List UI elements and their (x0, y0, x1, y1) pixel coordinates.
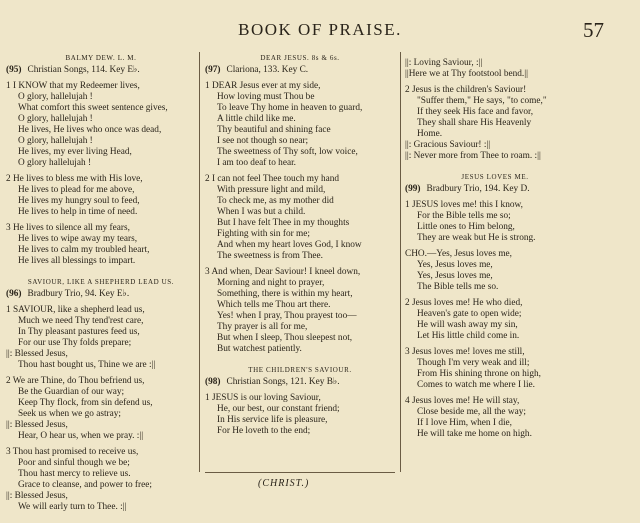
verse-line: He lives, my ever living Head, (18, 147, 132, 157)
verse-line: Which tells me Thou art there. (217, 300, 331, 310)
hymn-title: SAVIOUR, LIKE A SHEPHERD LEAD US. (27, 278, 175, 286)
verse-line: ||: Loving Saviour, :|| (405, 58, 483, 68)
hymn-header (205, 377, 395, 388)
verse-line: What comfort this sweet sentence gives, (18, 103, 168, 113)
verse-line: Thou hast bought us, Thine we are :|| (18, 360, 156, 370)
hymn-header (6, 65, 196, 76)
verse-line: How loving must Thou be (217, 92, 315, 102)
verse-line: 3 Jesus loves me! loves me still, (405, 347, 525, 357)
verse-line: Something, there is within my heart, (217, 289, 353, 299)
verse (405, 396, 585, 440)
verse-line: From His shining throne on high, (417, 369, 541, 379)
verse-line: O glory, hallelujah ! (18, 136, 93, 146)
hymn (405, 58, 585, 162)
verse (205, 393, 395, 437)
verse (405, 200, 585, 244)
column-divider (400, 52, 401, 472)
verse-line: 1 I KNOW that my Redeemer lives, (6, 81, 140, 91)
verse-line: To check me, as my mother did (217, 196, 334, 206)
verse-line: For our use Thy folds prepare; (18, 338, 132, 348)
hymn-title: DEAR JESUS. 8s & 6s. (260, 54, 340, 62)
verse (6, 81, 196, 169)
verse-line: And when my heart loves God, I know (217, 240, 362, 250)
verse-line: They are weak but He is strong. (417, 233, 536, 243)
hymn-header (6, 289, 196, 300)
verse-line: 3 Thou hast promised to receive us, (6, 447, 139, 457)
verse-line: Close beside me, all the way; (417, 407, 526, 417)
footer-divider (205, 472, 395, 473)
verse-line: Little ones to Him belong, (417, 222, 515, 232)
verse-line: He lives to wipe away my tears, (18, 234, 138, 244)
verse-line: In Thy pleasant pastures feed us, (18, 327, 140, 337)
verse-line: 1 SAVIOUR, like a shepherd lead us, (6, 305, 145, 315)
verse-line: They shall share His Heavenly (417, 118, 532, 128)
verse-line: When I was but a child. (217, 207, 306, 217)
verse-line: ||: Blessed Jesus, (6, 491, 68, 501)
verse-line: Keep Thy flock, from sin defend us, (18, 398, 153, 408)
verse (6, 223, 196, 267)
verse-line: We will early turn to Thee. :|| (18, 502, 127, 512)
verse-line: In His service life is pleasure, (217, 415, 328, 425)
verse-line: "Suffer them," He says, "to come," (417, 96, 547, 106)
verse (405, 347, 585, 391)
verse-line: Let His little child come in. (417, 331, 520, 341)
verse (6, 447, 196, 513)
verse-line: A little child like me. (217, 114, 296, 124)
hymn (205, 53, 395, 355)
verse-line: Heaven's gate to open wide; (417, 309, 522, 319)
hymn-title: THE CHILDREN'S SAVIOUR. (248, 366, 352, 374)
verse-line: Be the Guardian of our way; (18, 387, 125, 397)
hymn-source: Bradbury Trio, 194. Key D. (426, 184, 530, 194)
hymn-source: Clariona, 133. Key C. (226, 65, 309, 75)
verse-line: But I have felt Thee in my thoughts (217, 218, 350, 228)
verse (405, 249, 585, 293)
hymn-header (405, 184, 585, 195)
hymn (6, 277, 196, 513)
hymn-source: Christian Songs, 114. Key E♭. (27, 65, 140, 75)
verse-line: But watchest patiently. (217, 344, 302, 354)
verse-line: Seek us when we go astray; (18, 409, 122, 419)
hymn-number: (97) (205, 65, 221, 75)
verse-line: For He loveth to the end; (217, 426, 311, 436)
verse-line: Home. (417, 129, 443, 139)
hymn-number: (99) (405, 184, 421, 194)
column-middle (205, 53, 395, 447)
hymn-source: Christian Songs, 121. Key B♭. (226, 377, 340, 387)
verse-line: The sweetness is from Thee. (217, 251, 323, 261)
verse-line: O glory, hallelujah ! (18, 92, 93, 102)
verse-line: 2 I can not feel Thee touch my hand (205, 174, 340, 184)
page-title: BOOK OF PRAISE. (238, 20, 402, 39)
hymn-number: (95) (6, 65, 22, 75)
hymn-title: BALMY DEW. L. M. (65, 54, 137, 62)
verse-line: ||: Gracious Saviour! :|| (405, 140, 491, 150)
verse-line: He lives to calm my troubled heart, (18, 245, 150, 255)
verse-line: He lives, He lives who once was dead, (18, 125, 162, 135)
verse-line: Much we need Thy tend'rest care, (18, 316, 144, 326)
verse-line: Poor and sinful though we be; (18, 458, 130, 468)
verse-line: I see not though so near; (217, 136, 309, 146)
verse (205, 267, 395, 355)
verse-line: I am too deaf to hear. (217, 158, 296, 168)
verse-line: But when I sleep, Thou sleepest not, (217, 333, 353, 343)
verse-line: Grace to cleanse, and power to free; (18, 480, 152, 490)
verse-line: ||: Never more from Thee to roam. :|| (405, 151, 541, 161)
verse-line: He will take me home on high. (417, 429, 532, 439)
verse-line: He lives all blessings to impart. (18, 256, 136, 266)
verse (205, 81, 395, 169)
verse-line: The Bible tells me so. (417, 282, 499, 292)
verse-line: 4 Jesus loves me! He will stay, (405, 396, 520, 406)
verse-line: Though I'm very weak and ill; (417, 358, 530, 368)
hymn-number: (98) (205, 377, 221, 387)
verse (6, 376, 196, 442)
verse (6, 305, 196, 371)
column-left (6, 53, 196, 523)
verse (205, 174, 395, 262)
verse-line: To leave Thy home in heaven to guard, (217, 103, 363, 113)
verse-line: 1 JESUS loves me! this I know, (405, 200, 523, 210)
verse (405, 58, 585, 80)
hymn (6, 53, 196, 267)
verse-line: For the Bible tells me so; (417, 211, 511, 221)
footer-text: (CHRIST.) (258, 478, 310, 489)
verse-line: 2 He lives to bless me with His love, (6, 174, 143, 184)
verse-line: Morning and night to prayer, (217, 278, 325, 288)
hymn (405, 172, 585, 440)
verse-line: He lives to plead for me above, (18, 185, 135, 195)
verse-line: Thy beautiful and shining face (217, 125, 331, 135)
hymn-source: Bradbury Trio, 94. Key E♭. (27, 289, 130, 299)
verse (405, 85, 585, 162)
verse-line: O glory, hallelujah ! (18, 114, 93, 124)
verse-line: 3 He lives to silence all my fears, (6, 223, 130, 233)
verse-line: Thy prayer is all for me, (217, 322, 308, 332)
verse-line: 1 DEAR Jesus ever at my side, (205, 81, 321, 91)
hymn-number: (96) (6, 289, 22, 299)
verse-line: CHO.—Yes, Jesus loves me, (405, 249, 513, 259)
verse-line: ||Here we at Thy footstool bend.|| (405, 69, 528, 79)
verse-line: ||: Blessed Jesus, (6, 420, 68, 430)
verse-line: O glory hallelujah ! (18, 158, 92, 168)
verse-line: Fighting with sin for me; (217, 229, 310, 239)
verse-line: He lives my hungry soul to feed, (18, 196, 140, 206)
verse-line: He lives to help in time of need. (18, 207, 138, 217)
verse-line: 1 JESUS is our loving Saviour, (205, 393, 321, 403)
verse-line: The sweetness of Thy soft, low voice, (217, 147, 358, 157)
page-number: 57 (583, 18, 604, 42)
verse-line: 2 We are Thine, do Thou befriend us, (6, 376, 145, 386)
column-divider (199, 52, 200, 472)
verse-line: 2 Jesus loves me! He who died, (405, 298, 523, 308)
verse-line: Hear, O hear us, when we pray. :|| (18, 431, 144, 441)
hymn (205, 365, 395, 437)
verse-line: Yes! when I pray, Thou prayest too— (217, 311, 357, 321)
column-right (405, 53, 585, 450)
verse-line: If I love Him, when I die, (417, 418, 513, 428)
verse-line: Comes to watch me where I lie. (417, 380, 535, 390)
verse-line: Yes, Jesus loves me, (417, 271, 493, 281)
verse-line: 2 Jesus is the children's Saviour! (405, 85, 527, 95)
verse-line: He, our best, our constant friend; (217, 404, 340, 414)
verse-line: 3 And when, Dear Saviour! I kneel down, (205, 267, 361, 277)
verse-line: He will wash away my sin, (417, 320, 518, 330)
verse-line: Yes, Jesus loves me, (417, 260, 493, 270)
verse-line: Thou hast mercy to relieve us. (18, 469, 131, 479)
verse-line: ||: Blessed Jesus, (6, 349, 68, 359)
hymn-header (205, 65, 395, 76)
verse-line: With pressure light and mild, (217, 185, 326, 195)
verse-line: If they seek His face and favor, (417, 107, 534, 117)
hymn-title: JESUS LOVES ME. (461, 173, 529, 181)
verse (405, 298, 585, 342)
verse (6, 174, 196, 218)
